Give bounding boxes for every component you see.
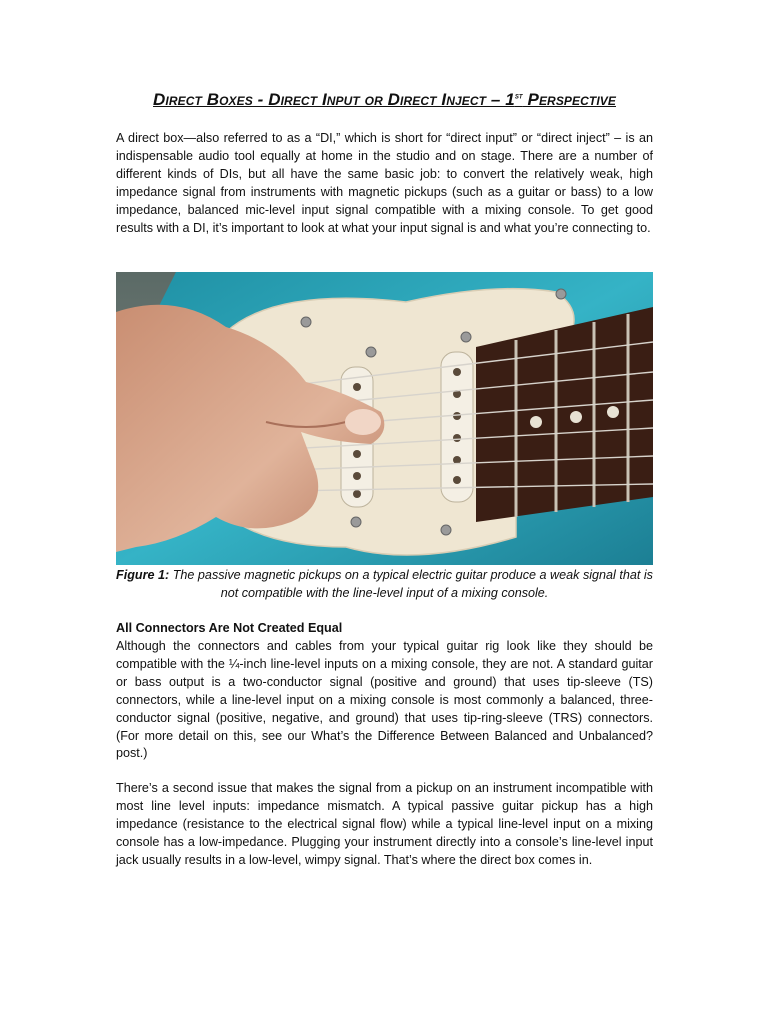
section-heading: All Connectors Are Not Created Equal (116, 621, 343, 635)
figure-caption-text: The passive magnetic pickups on a typical electric guitar produce a weak signal that is not compatible with the line-level input of a mixing console. (169, 568, 653, 600)
guitar-illustration (116, 272, 653, 565)
figure-label: Figure 1: (116, 568, 170, 582)
impedance-paragraph: There’s a second issue that makes the signal from a pickup on an instrument incompatible with most line level inputs: impedance mismatch. A typical passive guitar pickup has a high impedance (resistance to the electrical signal flow) while a typical line-level input on a mixing console has a low-impedance. Plugging your instrument directly into a console’s line-level input jack usually results in a low-level, wimpy signal. That’s where the direct box comes in. (116, 781, 653, 867)
title-tail: Perspective (522, 90, 616, 109)
fingernail (345, 409, 381, 435)
title-superscript: st (514, 90, 523, 101)
connectors-paragraph: Although the connectors and cables from your typical guitar rig look like they should be compatible with the ¼-inch line-level inputs on a mixing console, they are not. A standard guitar or bass output is a two-conductor signal (positive and ground) that uses tip-sleeve (TS) connectors, while a line-level input on a mixing console is most commonly a balanced, three-conductor signal (positive, negative, and ground) that uses tip-ring-sleeve (TRS) connectors. (For more detail on this, see our What’s the Difference Between Balanced and Unbalanced? post.) (116, 639, 653, 761)
guitar-photo (116, 272, 653, 565)
title-main: Direct Boxes - Direct Input or Direct Inject – 1 (153, 90, 515, 109)
page-title (116, 90, 653, 110)
figure-caption (116, 567, 653, 603)
intro-paragraph: A direct box—also referred to as a “DI,” which is short for “direct input” or “direct inject” – is an indispensable audio tool equally at home in the studio and on stage. There are a number of different kinds of DIs, but all have the same basic job: to convert the relatively weak, high impedance signal from instruments with magnetic pickups (such as a guitar or bass) to a low impedance, balanced mic-level input signal compatible with a mixing console. To get good results with a DI, it’s important to look at what your input signal is and what you’re connecting to. (116, 131, 653, 235)
